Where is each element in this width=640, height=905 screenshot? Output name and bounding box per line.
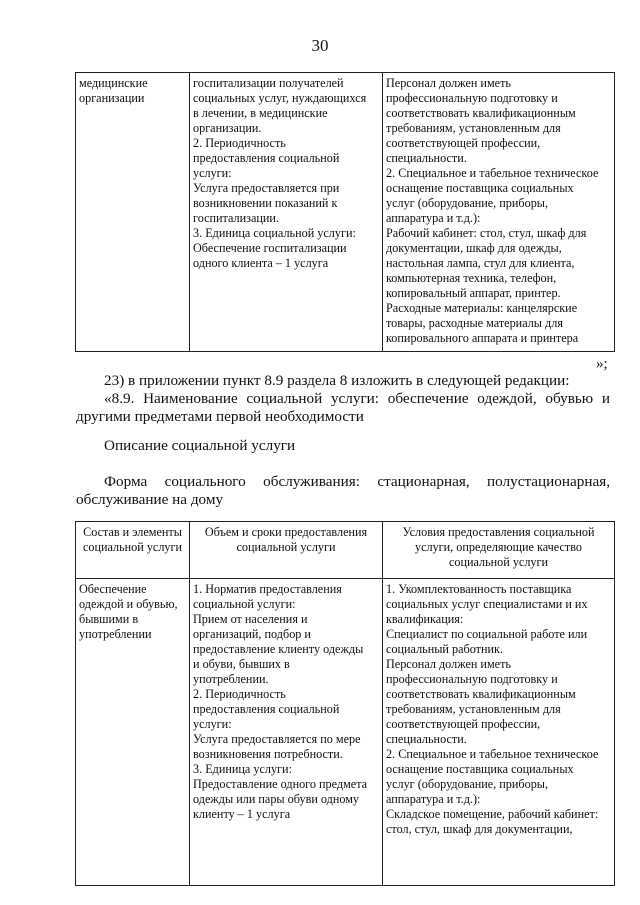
top-table-col1 [76,73,190,352]
item-23-text: 23) в приложении пункт 8.9 раздела 8 изложить в следующей редакции: [104,372,570,389]
cell-text-line: компьютерная техника, телефон, [386,271,557,285]
cell-text-line: предоставления социальной [193,702,340,716]
cell-text-line: социальных услуг, нуждающихся [193,91,367,105]
cell-text-line: профессиональную подготовку и [386,672,558,686]
cell-text-line: 2. Периодичность [193,136,286,150]
top-table [75,72,615,352]
cell-text-line: требованиям, установленным для [386,702,561,716]
cell-text-line: требованиям, установленным для [386,121,561,135]
cell-text-line: бывшими в [79,612,139,626]
item-8-9-line-2: другими предметами первой необходимости [76,408,364,425]
cell-text-line: одного клиента – 1 услуга [193,256,329,270]
header-col2 [190,522,383,579]
cell-text-line: Рабочий кабинет: стол, стул, шкаф для [386,226,587,240]
cell-text-line: профессиональную подготовку и [386,91,558,105]
item-8-9-line-1: «8.9. Наименование социальной услуги: обеспечение одеждой, обувью и [104,390,610,407]
bottom-table-col2 [190,579,383,886]
cell-text-line: квалификация: [386,612,464,626]
cell-text-line: услуги: [193,717,232,731]
service-form-line-1: Форма социального обслуживания: стационарная, полустационарная, [104,473,610,490]
table-row [76,579,615,886]
cell-text-line: соответствующей профессии, [386,136,541,150]
cell-text-line: Расходные материалы: канцелярские [386,301,578,315]
cell-text-line: соответствующей профессии, [386,717,541,731]
top-table-col3 [383,73,615,352]
top-table-col2 [190,73,383,352]
cell-text-line: услуг (оборудование, приборы, [386,777,549,791]
cell-text-line: оснащение поставщика социальных [386,762,574,776]
cell-text-line: медицинские [79,76,148,90]
cell-text-line: организации. [193,121,262,135]
cell-text-line: услуг (оборудование, приборы, [386,196,549,210]
bottom-table-col3 [383,579,615,886]
cell-text-line: Складское помещение, рабочий кабинет: [386,807,599,821]
cell-text-line: социальной услуги [82,540,183,554]
cell-text-line: Услуга предоставляется по мере [193,732,361,746]
cell-text-line: одежды или пары обуви одному [193,792,360,806]
item-8-9-paragraph [76,390,610,426]
cell-text-line: Состав и элементы [83,525,182,539]
cell-text-line: услуги, определяющие качество [414,540,583,554]
cell-text-line: социальной услуги: [193,597,296,611]
cell-text-line: Предоставление одного предмета [193,777,368,791]
cell-text-line: предоставление клиенту одежды [193,642,364,656]
cell-text-line: Прием от населения и [193,612,308,626]
cell-text-line: одеждой и обувью, [79,597,178,611]
cell-text-line: Обеспечение [79,582,147,596]
page-number: 30 [311,36,329,55]
cell-text-line: документации, шкаф для одежды, [386,241,562,255]
item-23-paragraph [76,372,610,390]
description-heading [76,437,610,455]
cell-text-line: соответствовать квалификационным [386,106,576,120]
cell-text-line: госпитализации. [193,211,279,225]
cell-text-line: Специалист по социальной работе или [386,627,588,641]
cell-text-line: копировального аппарата и принтера [386,331,579,345]
cell-text-line: 3. Единица услуги: [193,762,292,776]
cell-text-line: употреблении. [193,672,269,686]
cell-text-line: аппаратура и т.д.): [386,211,481,225]
cell-text-line: социальный работник. [386,642,503,656]
cell-text-line: соответствовать квалификационным [386,687,576,701]
cell-text-line: 2. Специальное и табельное техническое [386,166,599,180]
cell-text-line: 1. Норматив предоставления [193,582,342,596]
cell-text-line: организации [79,91,145,105]
cell-text-line: специальности. [386,151,467,165]
cell-text-line: стол, стул, шкаф для документации, [386,822,573,836]
cell-text-line: Услуга предоставляется при [193,181,340,195]
header-col1 [76,522,190,579]
cell-text-line: возникновения потребности. [193,747,343,761]
bottom-table [75,521,615,886]
cell-text-line: Обеспечение госпитализации [193,241,347,255]
table-row [76,73,615,352]
cell-text-line: социальной услуги [448,555,549,569]
cell-text-line: товары, расходные материалы для [386,316,563,330]
cell-text-line: 3. Единица социальной услуги: [193,226,356,240]
cell-text-line: клиенту – 1 услуга [193,807,291,821]
cell-text-line: услуги: [193,166,232,180]
cell-text-line: организаций, подбор и [193,627,311,641]
cell-text-line: оснащение поставщика социальных [386,181,574,195]
closing-quote-mark: »; [596,356,608,372]
cell-text-line: возникновении показаний к [193,196,338,210]
cell-text-line: специальности. [386,732,467,746]
cell-text-line: и обуви, бывших в [193,657,290,671]
service-form-line-2: обслуживание на дому [76,491,224,508]
cell-text-line: аппаратура и т.д.): [386,792,481,806]
cell-text-line: госпитализации получателей [193,76,344,90]
description-heading-text: Описание социальной услуги [104,437,296,454]
cell-text-line: Объем и сроки предоставления [204,525,368,539]
cell-text-line: социальных услуг специалистами и их [386,597,588,611]
cell-text-line: настольная лампа, стул для клиента, [386,256,575,270]
header-col3 [383,522,615,579]
cell-text-line: Персонал должен иметь [386,76,511,90]
cell-text-line: 2. Специальное и табельное техническое [386,747,599,761]
cell-text-line: 1. Укомплектованность поставщика [386,582,572,596]
cell-text-line: употреблении [79,627,152,641]
cell-text-line: в лечении, в медицинские [193,106,328,120]
bottom-table-col1 [76,579,190,886]
cell-text-line: социальной услуги [236,540,336,554]
cell-text-line: Персонал должен иметь [386,657,511,671]
cell-text-line: 2. Периодичность [193,687,286,701]
table-header-row [76,522,615,579]
cell-text-line: предоставления социальной [193,151,340,165]
cell-text-line: копировальный аппарат, принтер. [386,286,561,300]
cell-text-line: Условия предоставления социальной [402,525,595,539]
service-form-paragraph [76,473,610,509]
